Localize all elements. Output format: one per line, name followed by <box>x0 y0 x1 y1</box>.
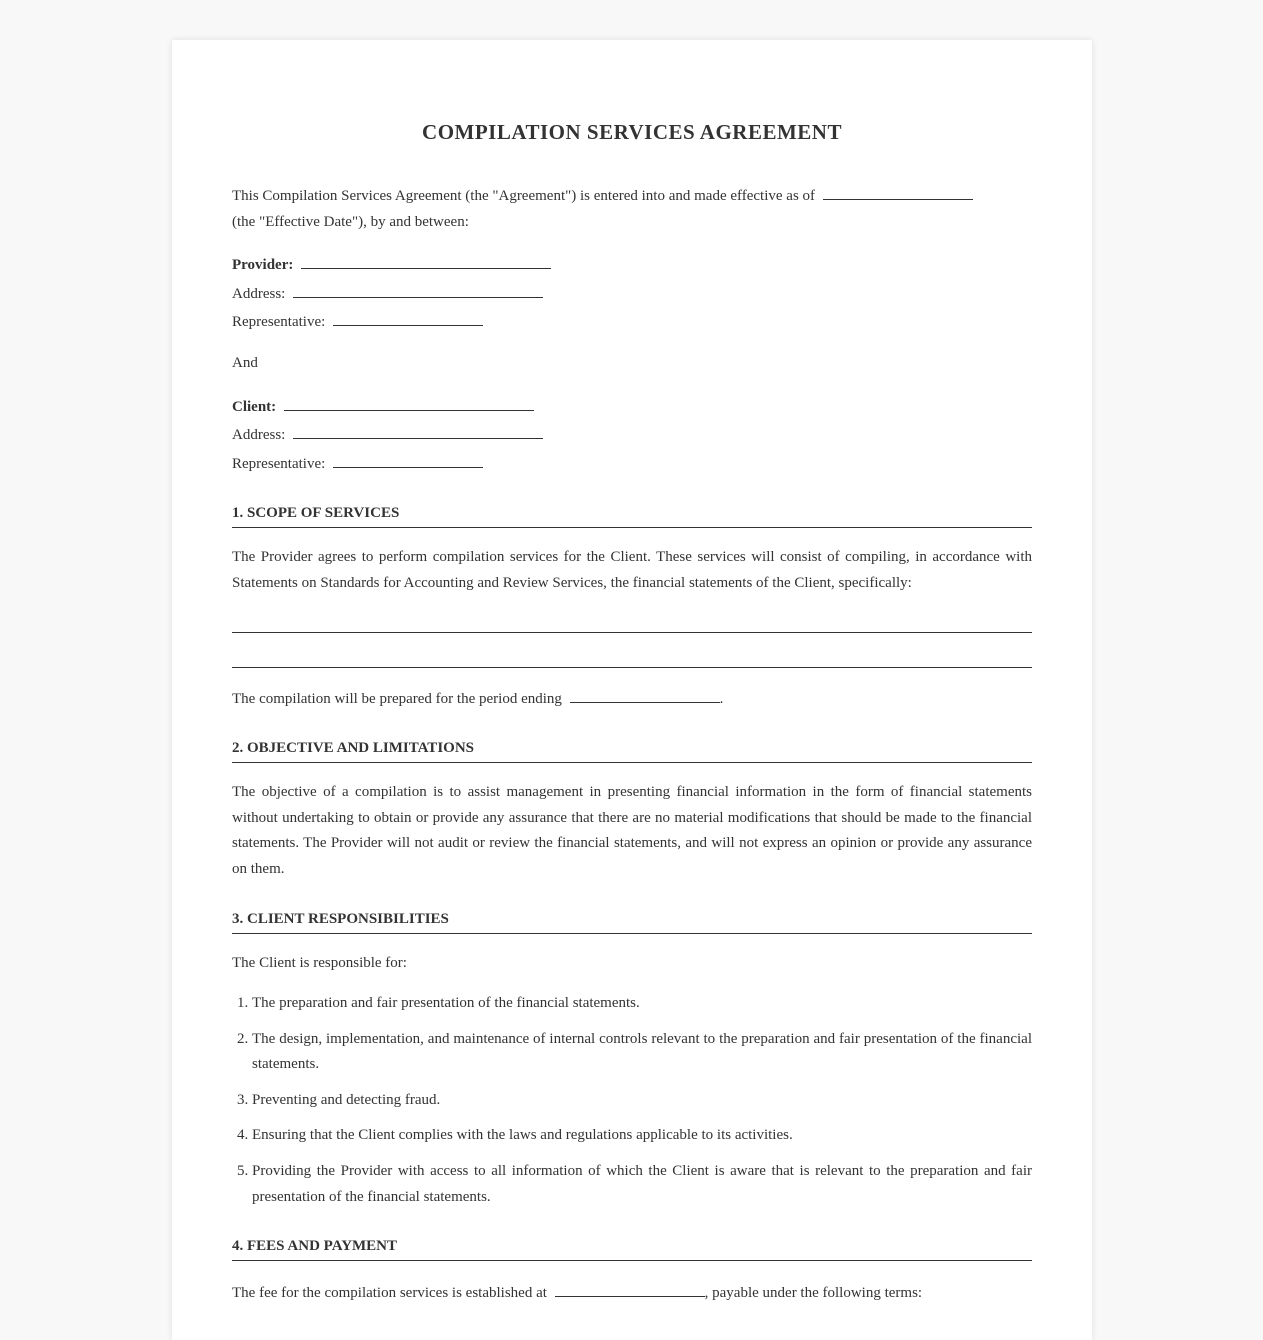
section-body-client-responsibilities: The Client is responsible for: <box>232 954 407 971</box>
client-name-blank[interactable] <box>284 392 534 411</box>
client-representative-label: Representative: <box>232 455 326 472</box>
provider-representative-line <box>232 307 1032 336</box>
fees-text-start: The fee for the compilation services is established at <box>232 1285 547 1302</box>
period-ending-text: The compilation will be prepared for the period ending <box>232 690 562 707</box>
provider-address-blank[interactable] <box>293 279 543 298</box>
responsibilities-list <box>232 991 1032 1210</box>
client-address-blank[interactable] <box>293 420 543 439</box>
intro-text-end: (the "Effective Date"), by and between: <box>232 213 469 230</box>
period-ending-blank[interactable] <box>570 684 720 703</box>
list-item: 2. The design, implementation, and maintenance of internal controls relevant to the preparation and fair presentation of the financial statements. <box>252 1027 1032 1078</box>
provider-label: Provider: <box>232 257 294 274</box>
section-heading-scope: 1. SCOPE OF SERVICES <box>232 504 1032 528</box>
document-page <box>172 40 1092 1340</box>
provider-address-label: Address: <box>232 285 286 302</box>
list-item: 3. Preventing and detecting fraud. <box>252 1088 1032 1114</box>
client-label: Client: <box>232 398 277 415</box>
document-title: COMPILATION SERVICES AGREEMENT <box>422 120 842 144</box>
section-heading-objective: 2. OBJECTIVE AND LIMITATIONS <box>232 739 1032 763</box>
fees-text-end: , payable under the following terms: <box>704 1285 923 1302</box>
provider-name-blank[interactable] <box>301 250 551 269</box>
provider-block <box>232 250 1032 336</box>
list-item: 4. Ensuring that the Client complies with the laws and regulations applicable to its activities. <box>252 1123 1032 1149</box>
and-text: And <box>232 354 258 371</box>
list-item: 1. The preparation and fair presentation of the financial statements. <box>252 991 1032 1017</box>
provider-name-line <box>232 250 1032 279</box>
section-body-scope: The Provider agrees to perform compilation services for the Client. These services will consist of compiling, in accordance with Statements on Standards for Accounting and Review Services, the financial statements of the Client, specifically: <box>232 549 1032 591</box>
client-name-line <box>232 392 1032 421</box>
client-address-label: Address: <box>232 427 286 444</box>
period-ending-line <box>232 684 1032 713</box>
client-block <box>232 392 1032 478</box>
scope-fill-line[interactable] <box>232 632 1032 633</box>
section-body-fees <box>232 1278 1032 1307</box>
list-item: 5. Providing the Provider with access to all information of which the Client is aware that is relevant to the preparation and fair presentation of the financial statements. <box>252 1159 1032 1210</box>
period-ending-punct: . <box>719 690 724 707</box>
client-representative-line <box>232 449 1032 478</box>
section-heading-client-responsibilities: 3. CLIENT RESPONSIBILITIES <box>232 910 1032 934</box>
intro-paragraph <box>232 181 1032 235</box>
provider-address-line <box>232 279 1032 308</box>
provider-representative-blank[interactable] <box>333 307 483 326</box>
client-address-line <box>232 420 1032 449</box>
client-representative-blank[interactable] <box>333 449 483 468</box>
section-body-objective: The objective of a compilation is to assist management in presenting financial information in the form of financial statements without undertaking to obtain or provide any assurance that there are no material modifications that should be made to the financial statements. The Provider will not audit or review the financial statements, and will not express an opinion or provide any assurance on them. <box>232 784 1032 877</box>
fee-amount-blank[interactable] <box>555 1278 705 1297</box>
scope-fill-line[interactable] <box>232 667 1032 668</box>
provider-representative-label: Representative: <box>232 314 326 331</box>
section-heading-fees: 4. FEES AND PAYMENT <box>232 1237 1032 1261</box>
intro-text: This Compilation Services Agreement (the "Agreement") is entered into and made effective as of <box>232 188 816 204</box>
effective-date-blank[interactable] <box>823 181 973 200</box>
